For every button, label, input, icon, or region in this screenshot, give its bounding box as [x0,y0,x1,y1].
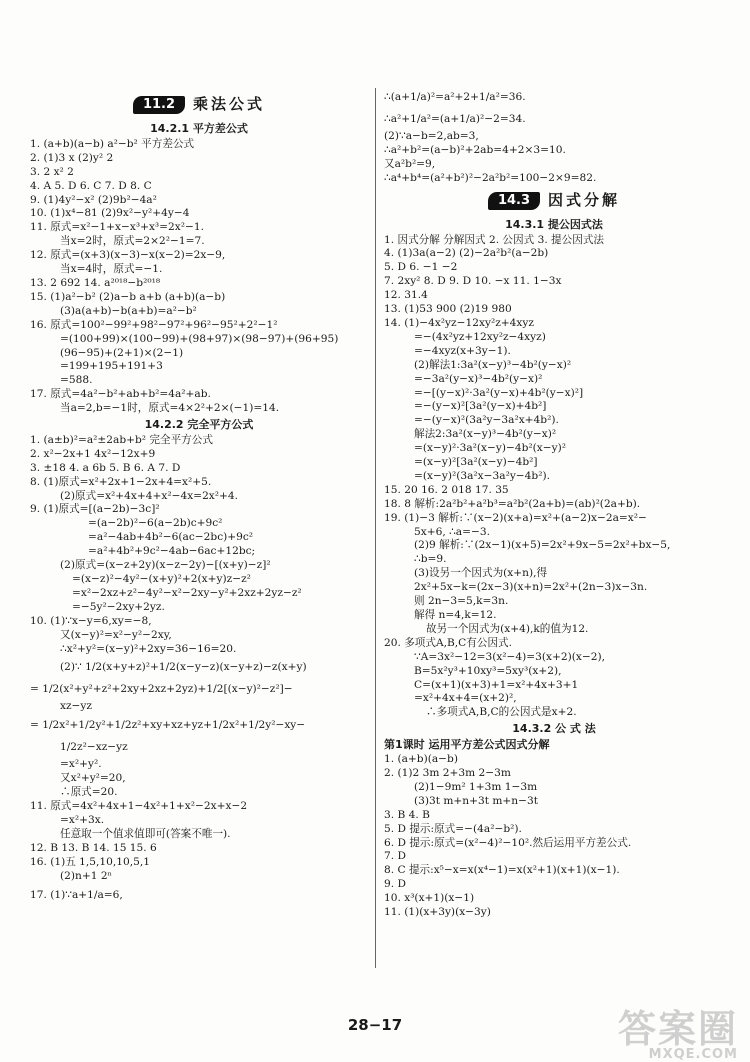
answer-line: (2)∵a−b=2,ab=3, [384,130,479,142]
answer-line: 当x=2时，原式=2×2²−1=7. [60,235,205,248]
right-column [384,86,724,920]
answer-line: =x²+4x+4=(x+2)², [414,692,517,705]
answer-line: 又x²+y²=20, [60,772,126,785]
answer-line: ∴a²+1/a²=(a+1/a)²−2=34. [384,113,526,125]
answer-line: 16. 原式=100²−99²+98²−97²+96²−95²+2²−1² [30,318,278,331]
answer-line: 17. (1)∵a+1/a=6, [30,888,123,901]
answer-line: 故另一个因式为(x+4),k的值为12. [426,622,589,635]
answer-line: ∴a²+b²=(a−b)²+2ab=4+2×3=10. [384,143,566,156]
answer-line: 12. 31.4 [384,289,428,302]
answer-line: =−[(y−x)²·3a²(y−x)+4b²(y−x)²] [414,386,584,399]
answer-line: =(x−y)²(3a²x−3a²y−4b²). [414,469,550,482]
lesson-title: 第1课时 运用平方差公式因式分解 [384,738,550,752]
answer-line: (2)9 解析:∵(2x−1)(x+5)=2x²+9x−5=2x²+bx−5, [414,539,671,552]
answer-line: (2)1−9m² 1+3m 1−3m [414,780,538,793]
subsection-title: 14.3.1 提公因式法 [505,217,603,231]
answer-line: 又(x−y)²=x²−y²−2xy, [60,628,172,641]
answer-line: =(x−z)²−4y²−(x+y)²+2(x+y)z−z² [72,573,251,585]
section-title: 乘法公式 [193,95,266,114]
answer-line: =(100+99)×(100−99)+(98+97)×(98−97)+(96+95) [60,332,339,345]
answer-line: 12. B 13. B 14. 15 15. 6 [30,841,157,854]
answer-line: (3)设另一个因式为(x+n),得 [414,567,548,580]
answer-line: 8. (1)原式=x²+2x+1−2x+4=x²+5. [30,475,212,488]
answer-line: 1. 因式分解 分解因式 2. 公因式 3. 提公因式法 [384,233,605,246]
answer-line: 10. x³(x+1)(x−1) [384,892,475,905]
answer-line: 4. A 5. D 6. C 7. D 8. C [30,179,152,192]
answer-line: C=(x+1)(x+3)+1=x²+4x+3+1 [414,678,579,691]
answer-line: ∴多项式A,B,C的公因式是x+2. [426,706,577,719]
answer-line: 5x+6, ∴a=−3. [414,525,490,538]
answer-line: =(a−2b)²−6(a−2b)c+9c² [88,517,223,530]
answer-line: 11. 原式=x²−1+x−x³+x³=2x²−1. [30,221,204,234]
answer-line: =199+195+191+3 [60,360,163,373]
answer-line: ∵A=3x²−12=3(x²−4)=3(x+2)(x−2), [414,650,606,663]
answer-line: 3. B 4. B [384,808,430,821]
answer-line: 9. D [384,878,406,891]
answer-line: 则 2n−3=5,k=3n. [414,595,509,608]
answer-line: ∴b=9. [414,553,447,566]
answer-line: 10. (1)x⁴−81 (2)9x²−y²+4y−4 [30,207,190,220]
answer-line: =−3a²(y−x)³−4b²(y−x)² [414,372,543,385]
answer-line: 10. (1)∵x−y=6,xy=−8, [30,614,152,627]
answer-line: 16. (1)五 1,5,10,10,5,1 [30,855,150,868]
answer-line: = 1/2(x²+y²+z²+2xy+2xz+2yz)+1/2[(x−y)²−z²]− [30,683,293,696]
answer-line: 5. D 6. −1 −2 [384,261,458,274]
answer-line: 9. (1)原式=[(a−2b)−3c]² [30,503,160,516]
answer-line: =(x−y)²·3a²(x−y)−4b²(x−y)² [414,442,566,455]
answer-line: 3. 2 x² 2 [30,165,74,178]
answer-line: 任意取一个值求值即可(答案不唯一). [60,827,231,840]
answer-line: =x²+y². [60,758,102,771]
answer-line: =588. [60,374,93,387]
answer-line: 1/2z²−xz−yz [60,741,128,754]
answer-line: (2)∵ 1/2(x+y+z)²+1/2(x−y−z)(x−y+z)−z(x+y) [60,661,307,674]
answer-line: 7. 2xy² 8. D 9. D 10. −x 11. 1−3x [384,275,562,288]
answer-line: 1. (a+b)(a−b) [384,753,458,766]
answer-line: =−(4x²yz+12xy²z−4xyz) [414,330,546,343]
answer-line: 8. C 提示:x⁵−x=x(x⁴−1)=x(x²+1)(x+1)(x−1). [384,864,620,877]
answer-line: 19. (1)−3 解析:∵(x−2)(x+a)=x²+(a−2)x−2a=x²− [384,511,647,524]
answer-line: =a²+4b²+9c²−4ab−6ac+12bc; [88,545,256,558]
answer-line: =−4xyz(x+3y−1). [414,344,511,357]
answer-line: 12. 原式=(x+3)(x−3)−x(x−2)=2x−9, [30,249,226,262]
answer-line: 当x=4时，原式=−1. [60,263,163,276]
answer-line: 14. (1)−4x²yz−12xy²z+4xyz [384,316,534,329]
answer-line: 又a²b²=9, [384,157,436,170]
answer-line: 3. ±18 4. a 6b 5. B 6. A 7. D [30,461,181,474]
section-heading [30,92,368,118]
answer-line: =−(y−x)²(3a²y−3a²x+4b²). [414,414,559,427]
answer-line: =(x−y)²[3a²(x−y)−4b²] [414,456,538,469]
answer-line: 2x²+5x−k=(2x−3)(x+n)=2x²+(2n−3)x−3n. [414,581,648,594]
answer-line: 17. 原式=4a²−b²+ab+b²=4a²+ab. [30,388,211,401]
answer-line: 1. (a±b)²=a²±2ab+b² 完全平方公式 [30,433,213,446]
answer-line: 6. D 提示:原式=(x²−4)²−10².然后运用平方差公式. [384,836,632,849]
answer-line: =x²−2xz+z²−4y²−x²−2xy−y²+2xz+2yz−z² [72,586,302,599]
answer-line: 13. 2 692 14. a²⁰¹⁸−b²⁰¹⁸ [30,276,161,289]
answer-line: 2. x²−2x+1 4x²−12x+9 [30,447,156,460]
answer-line: =a²−4ab+4b²−6(ac−2bc)+9c² [88,531,254,544]
answer-line: 1. (a+b)(a−b) a²−b² 平方差公式 [30,137,195,150]
answer-line: (2)解法1:3a²(x−y)³−4b²(y−x)² [414,358,572,371]
answer-line: (2)原式=(x−z+2y)(x−z−2y)−[(x+y)−z]² [60,559,271,572]
section-number-badge: 11.2 [133,96,185,114]
answer-line: (3)3t m+n+3t m+n−3t [414,794,538,807]
section-number-badge: 14.3 [488,192,540,210]
subsection-title: 14.2.1 平方差公式 [150,122,248,135]
answer-line: ∴原式=20. [60,786,118,799]
page-number: 28−17 [347,1016,403,1034]
answer-line: xz−yz [60,700,92,713]
subsection-title: 14.3.2 公 式 法 [512,722,596,736]
watermark-url: MXQE.COM [648,1047,738,1062]
subsection-title: 14.2.2 完全平方公式 [144,418,254,432]
answer-line: 4. (1)3a(a−2) (2)−2a²b²(a−2b) [384,247,549,260]
answer-line: 解得 n=4,k=12. [414,609,497,621]
answer-line: ∴x²+y²=(x−y)²+2xy=36−16=20. [60,642,237,655]
answer-line: 解法2:3a²(x−y)³−4b²(y−x)² [414,428,557,441]
answer-line: 9. (1)4y²−x² (2)9b²−4a² [30,193,157,206]
answer-line: (2)n+1 2ⁿ [60,869,113,882]
answer-line: (96−95)+(2+1)×(2−1) [60,346,184,359]
answer-line: 2. (1)3 x (2)y² 2 [30,151,114,164]
answer-line: 13. (1)53 900 (2)19 980 [384,303,512,316]
answer-line: = 1/2x²+1/2y²+1/2z²+xy+xz+yz+1/2x²+1/2y²−xy− [30,719,306,732]
watermark-logo [618,998,738,1062]
answer-line: ∴a⁴+b⁴=(a²+b²)²−2a²b²=100−2×9=82. [384,171,597,184]
answer-line: =x²+3x. [60,813,105,826]
answer-line: 20. 多项式A,B,C有公因式. [384,636,513,649]
answer-line: 11. 原式=4x²+4x+1−4x²+1+x²−2x+x−2 [30,800,248,813]
answer-line: =−(y−x)²[3a²(y−x)+4b²] [414,400,547,413]
answer-line: 2. (1)2 3m 2+3m 2−3m [384,766,511,779]
left-column [30,90,368,906]
answer-line: B=5x²y³+10xy³=5xy³(x+2), [414,664,562,677]
answer-line: (2)原式=x²+4x+4+x²−4x=2x²+4. [60,489,239,502]
answer-line: 15. 20 16. 2 018 17. 35 [384,483,509,496]
answer-line: 11. (1)(x+3y)(x−3y) [384,906,491,919]
answer-line: 15. (1)a²−b² (2)a−b a+b (a+b)(a−b) [30,290,226,303]
answer-line: 当a=2,b=−1时，原式=4×2²+2×(−1)=14. [60,402,280,415]
answer-line: (3)a(a+b)−b(a+b)=a²−b² [60,304,197,317]
answer-line: 18. 8 解析:2a²b²+a²b³=a²b²(2a+b)=(ab)²(2a+b). [384,497,641,510]
column-divider [375,88,376,968]
answer-line: 7. D [384,850,406,863]
answer-line: 5. D 提示:原式=−(4a²−b²). [384,822,522,835]
section-heading [384,188,724,214]
section-title: 因式分解 [548,190,621,209]
watermark-text: 答案圈 [617,1007,738,1051]
answer-line: ∴(a+1/a)²=a²+2+1/a²=36. [384,91,526,103]
answer-line: =−5y²−2xy+2yz. [72,600,165,613]
